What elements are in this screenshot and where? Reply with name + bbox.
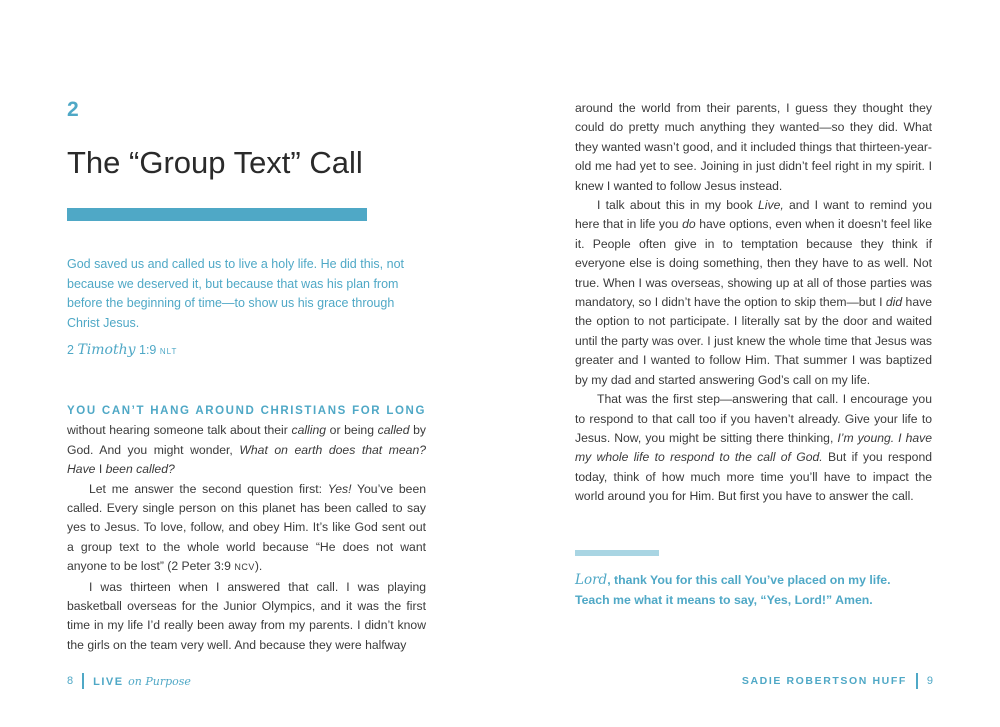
chapter-title: The “Group Text” Call xyxy=(67,145,363,180)
text-run-italic: called xyxy=(377,423,410,438)
text-run: or being xyxy=(326,423,378,438)
page-number-left: 8 xyxy=(67,675,74,687)
page-number-right: 9 xyxy=(926,675,933,687)
paragraph xyxy=(67,480,426,578)
epigraph-ref-book: Timothy xyxy=(77,342,136,358)
prayer-divider-bar xyxy=(575,550,659,556)
text-run-italic: Yes! xyxy=(327,481,352,496)
text-run: I talk about this in my book xyxy=(597,198,758,213)
text-run: without hearing someone talk about their xyxy=(67,423,292,438)
text-run-italic: I’m young. I have my whole life to respond to the call of God. xyxy=(575,430,932,465)
text-run-smallcaps: NCV xyxy=(234,562,255,573)
body-text-right xyxy=(575,99,932,507)
text-run: ). xyxy=(254,559,263,574)
text-run: That was the first step—answering that call. I encourage you to respond to that call too if you haven’t already. Give your life to Jesus. Now, you might be sitting there thinking, xyxy=(575,392,932,445)
epigraph-quote: God saved us and called us to live a holy life. He did this, not because we deserved it, but because that was his plan from before the beginning of time—to show us his grace through Christ Jesus. xyxy=(67,257,404,330)
running-head-book-title xyxy=(93,675,191,688)
text-run-italic: Live, xyxy=(757,198,784,213)
title-underline-bar xyxy=(67,208,367,221)
book-title-script: on Purpose xyxy=(128,674,191,688)
epigraph-ref-num: 2 xyxy=(67,343,74,357)
text-run-italic: do xyxy=(682,217,696,232)
text-run: have options, even when it doesn’t feel like it. People often give in to temptation because they think if everyone else is doing something, then they have to as well. Not true. When I was overseas, showing up at all of those parties was mandatory, so I didn’t have the option to skip them—but I xyxy=(575,217,932,310)
text-run: and I want to remind you here that in life you xyxy=(575,198,932,232)
section-lead-in: YOU CAN’T HANG AROUND CHRISTIANS FOR LONG xyxy=(67,405,426,417)
text-run: But if you respond today, think of how much more time you’ll have to impact the world around you for Him. But first you have to answer the call. xyxy=(575,450,932,504)
body-text-left xyxy=(67,401,426,655)
prayer-line-2: Teach me what it means to say, “Yes, Lord!” Amen. xyxy=(575,593,873,607)
epigraph-reference xyxy=(67,342,177,358)
footer-separator xyxy=(82,673,84,689)
footer-separator xyxy=(916,673,918,689)
text-run: Let me answer the second question first: xyxy=(89,481,328,496)
book-title-main: LIVE xyxy=(93,675,124,688)
footer-left xyxy=(67,673,191,689)
epigraph-ref-verse: 1:9 xyxy=(139,343,157,357)
text-run: by God. And you might wonder, xyxy=(67,423,426,457)
prayer-text: , thank You for this call You’ve placed on my life. xyxy=(607,573,891,587)
text-run: have the option to not participate. I literally sat by the door and waited until the party was over. I just knew the whole time that Jesus was greater and I wanted to follow Him. That summer I was baptized by my dad and started answering God’s call on my life. xyxy=(575,295,932,387)
paragraph xyxy=(575,196,932,390)
paragraph xyxy=(67,401,426,480)
footer-right xyxy=(742,673,933,689)
epigraph-ref-version: NLT xyxy=(159,347,178,356)
text-run: I xyxy=(95,462,106,477)
paragraph: I was thirteen when I answered that call. I was playing basketball overseas for the Junior Olympics, and it was the first time in my life I’d really been away from my parents. I didn’t know the girls on the team very well. And because they were halfway xyxy=(67,579,426,652)
text-run-italic: calling xyxy=(291,423,327,438)
text-run-italic: did xyxy=(885,295,903,310)
prayer-line-1 xyxy=(575,570,935,590)
chapter-number: 2 xyxy=(67,98,79,121)
paragraph xyxy=(575,390,932,506)
paragraph: around the world from their parents, I guess they thought they could do pretty much anything they wanted—so they did. What they wanted wasn’t good, and it included things that thirteen-year-old me had yet to see. Joining in just didn’t feel right in my spirit. I knew I wanted to follow Jesus instead. xyxy=(575,101,932,193)
prayer-block xyxy=(575,570,935,610)
text-run-italic: been called? xyxy=(105,462,175,477)
prayer-lord-script: Lord xyxy=(575,572,608,588)
running-head-author: SADIE ROBERTSON HUFF xyxy=(741,675,907,687)
text-run-italic: What on earth does that mean? Have xyxy=(67,442,426,477)
text-run: You’ve been called. Every single person on this planet has been called to say yes to Jesus. To love, follow, and obey Him. It’s like God sent out a group text to the whole world because “He does not want anyone to be lost” (2 Peter 3:9 xyxy=(67,481,427,574)
